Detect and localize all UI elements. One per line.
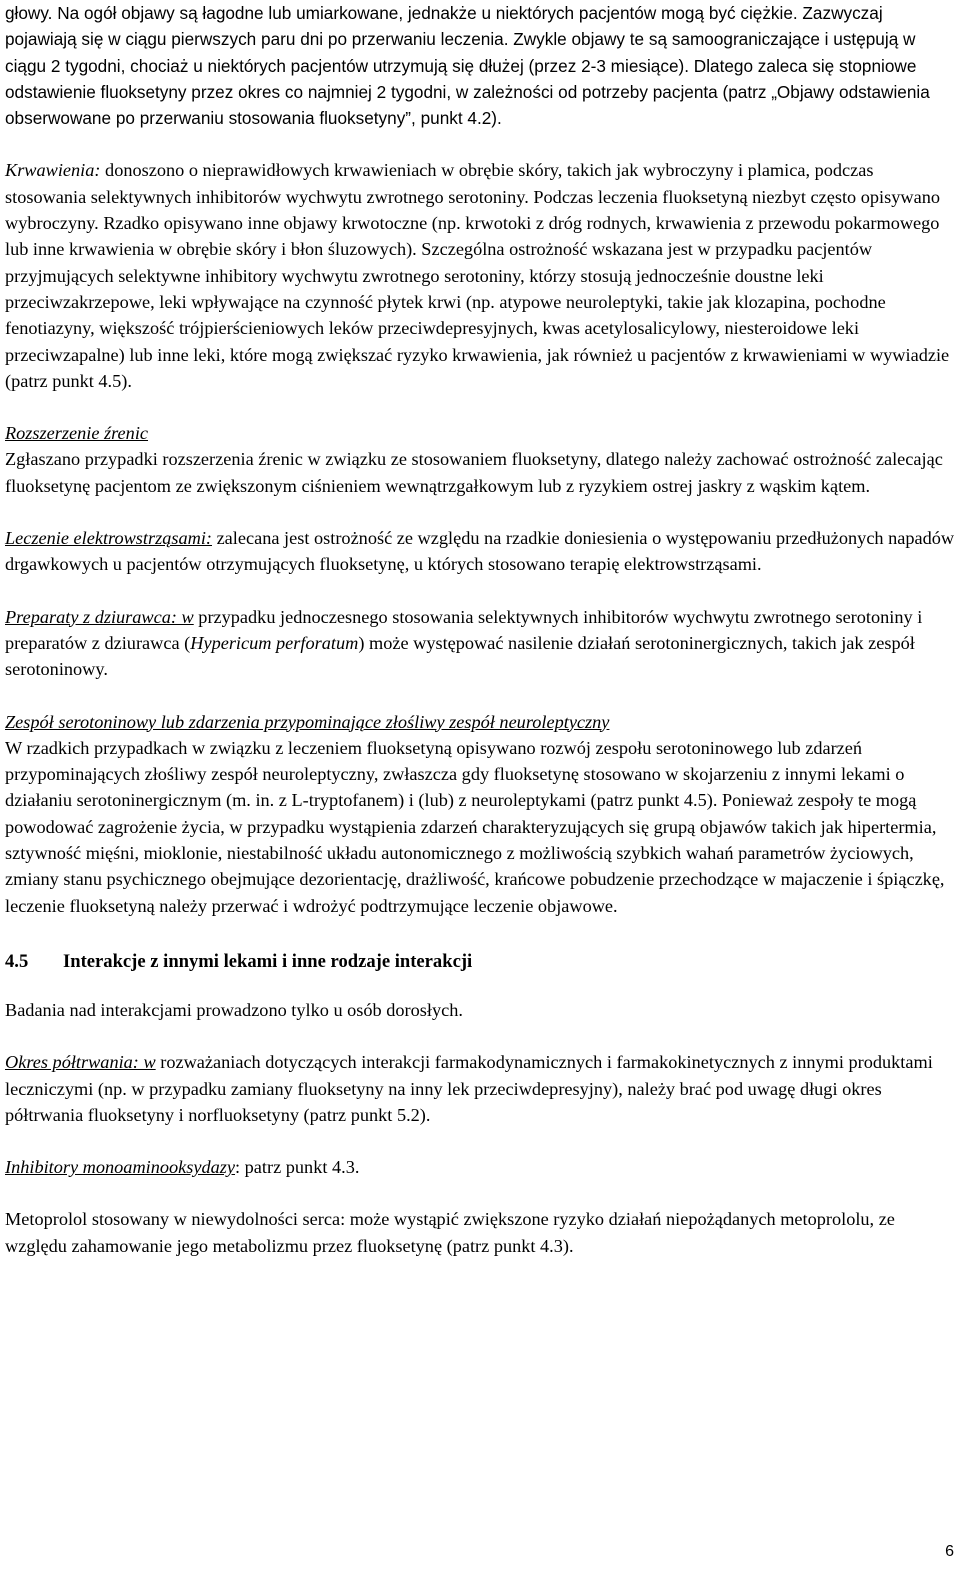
section-serotonin-syndrome <box>5 709 955 919</box>
paragraph-adults-only: Badania nad interakcjami prowadzono tylko u osób dorosłych. <box>5 999 463 1020</box>
paragraph-text: przypadku jednoczesnego stosowania selektywnych inhibitorów wychwytu zwrotnego serotoniny i preparatów z dziurawca ( <box>5 606 923 653</box>
paragraph-maoi <box>5 1154 955 1180</box>
document-page <box>5 0 955 1259</box>
paragraph-label: Inhibitory monoaminooksydazy <box>5 1157 236 1178</box>
paragraph-metoprolol: Metoprolol stosowany w niewydolności serca: może wystąpić zwiększone ryzyko działań niepożądanych metoprololu, ze względu zahamowanie jego metabolizmu przez fluoksetynę (patrz punkt 4.3). <box>5 1209 895 1256</box>
paragraph-text: W rzadkich przypadkach w związku z leczeniem fluoksetyną opisywano rozwój zespołu serotoninowego lub zdarzeń przypominających złośliwy zespół neuroleptyczny, zwłaszcza gdy fluoksetynę stosowano w skojarzeniu z innymi lekami o działaniu serotoninergicznym (m. in. z L-tryptofanem) i (lub) z neuroleptykami (patrz punkt 4.5). Ponieważ zespoły te mogą powodować zagrożenie życia, w przypadku wystąpienia zdarzeń charakteryzujących się grupą objawów takich jak hipertermia, sztywność mięśni, mioklonie, niestabilność układu autonomicznego z możliwością szybkich wahań parametrów życiowych, zmiany stanu psychicznego obejmujące dezorientację, drażliwość, krańcowe pobudzenie przechodzące w majaczenie i śpiączkę, leczenie fluoksetyną należy przerwać i wdrożyć podtrzymujące leczenie objawowe. <box>5 737 945 916</box>
paragraph-st-johns-wort <box>5 604 955 683</box>
section-heading <box>5 949 955 975</box>
latin-name: Hypericum perforatum <box>190 632 359 653</box>
paragraph-text: Zgłaszano przypadki rozszerzenia źrenic w związku ze stosowaniem fluoksetyny, dlatego należy zachować ostrożność zalecając fluoksetynę pacjentom ze zwiększonym ciśnieniem wewnątrzgałkowym lub z ryzykiem ostrej jaskry z wąskim kątem. <box>5 449 943 496</box>
section-number: 4.5 <box>5 950 29 972</box>
subsection-title: Zespół serotoninowy lub zdarzenia przypominające złośliwy zespół neuroleptyczny <box>5 711 610 732</box>
subsection-title: Rozszerzenie źrenic <box>5 423 149 444</box>
section-mydriasis <box>5 420 955 499</box>
paragraph-text: głowy. Na ogół objawy są łagodne lub umiarkowane, jednakże u niektórych pacjentów mogą być ciężkie. Zazwyczaj pojawiają się w ciągu pierwszych paru dni po przerwaniu leczenia. Zwykle objawy te są samoograniczające i ustępują w ciągu 2 tygodni, chociaż u niektórych pacjentów utrzymują się dłużej (przez 2-3 miesiące). Dlatego zaleca się stopniowe odstawienie fluoksetyny przez okres co najmniej 2 tygodni, w zależności od potrzeby pacjenta (patrz „Objawy odstawienia obserwowane po przerwaniu stosowania fluoksetyny”, punkt 4.2). <box>5 3 930 129</box>
paragraph-label: Okres półtrwania: w <box>5 1052 156 1073</box>
paragraph-text: : patrz punkt 4.3. <box>235 1157 360 1178</box>
page-number: 6 <box>945 1543 954 1560</box>
paragraph-half-life <box>5 1049 955 1128</box>
paragraph-bleeding <box>5 157 955 394</box>
section-title: Interakcje z innymi lekami i inne rodzaje interakcji <box>63 950 473 972</box>
paragraph-text: zalecana jest ostrożność ze względu na rzadkie doniesienia o występowaniu przedłużonych napadów drgawkowych u pacjentów otrzymujących fluoksetynę, u których stosowano terapię elektrowstrząsami. <box>5 528 955 575</box>
paragraph-label: Preparaty z dziurawca: w <box>5 606 194 627</box>
paragraph-text: rozważaniach dotyczących interakcji farmakodynamicznych i farmakokinetycznych z innymi produktami leczniczymi (np. w przypadku zamiany fluoksetyny na inny lek przeciwdepresyjny), należy brać pod uwagę długi okres półtrwania fluoksetyny i norfluoksetyny (patrz punkt 5.2). <box>5 1052 933 1125</box>
paragraph-label: Krwawienia: <box>5 160 101 181</box>
paragraph-text: donoszono o nieprawidłowych krwawieniach w obrębie skóry, takich jak wybroczyny i plamica, podczas stosowania selektywnych inhibitorów wychwytu zwrotnego serotoniny. Podczas leczenia fluoksetyną niezbyt często opisywano wybroczyny. Rzadko opisywano inne objawy krwotoczne (np. krwotoki z dróg rodnych, krwawienia z przewodu pokarmowego lub inne krwawienia w obrębie skóry i błon śluzowych). Szczególna ostrożność wskazana jest w przypadku pacjentów przyjmujących selektywne inhibitory wychwytu zwrotnego serotoniny, którzy stosują jednocześnie doustne leki przeciwzakrzepowe, leki wpływające na czynność płytek krwi (np. atypowe neuroleptyki, takie jak klozapina, pochodne fenotiazyny, większość trójpierścieniowych leków przeciwdepresyjnych, kwas acetylosalicylowy, niesteroidowe leki przeciwzapalne) lub inne leki, które mogą zwiększać ryzyko krwawienia, jak również u pacjentów z krwawieniami w wywiadzie (patrz punkt 4.5). <box>5 160 950 391</box>
paragraph-text: ) może występować nasilenie działań serotoninergicznych, takich jak zespół serotoninowy. <box>5 632 915 680</box>
paragraph-ect <box>5 525 955 578</box>
paragraph-discontinuation-symptoms <box>5 0 955 131</box>
paragraph-label: Leczenie elektrowstrząsami: <box>5 528 212 549</box>
